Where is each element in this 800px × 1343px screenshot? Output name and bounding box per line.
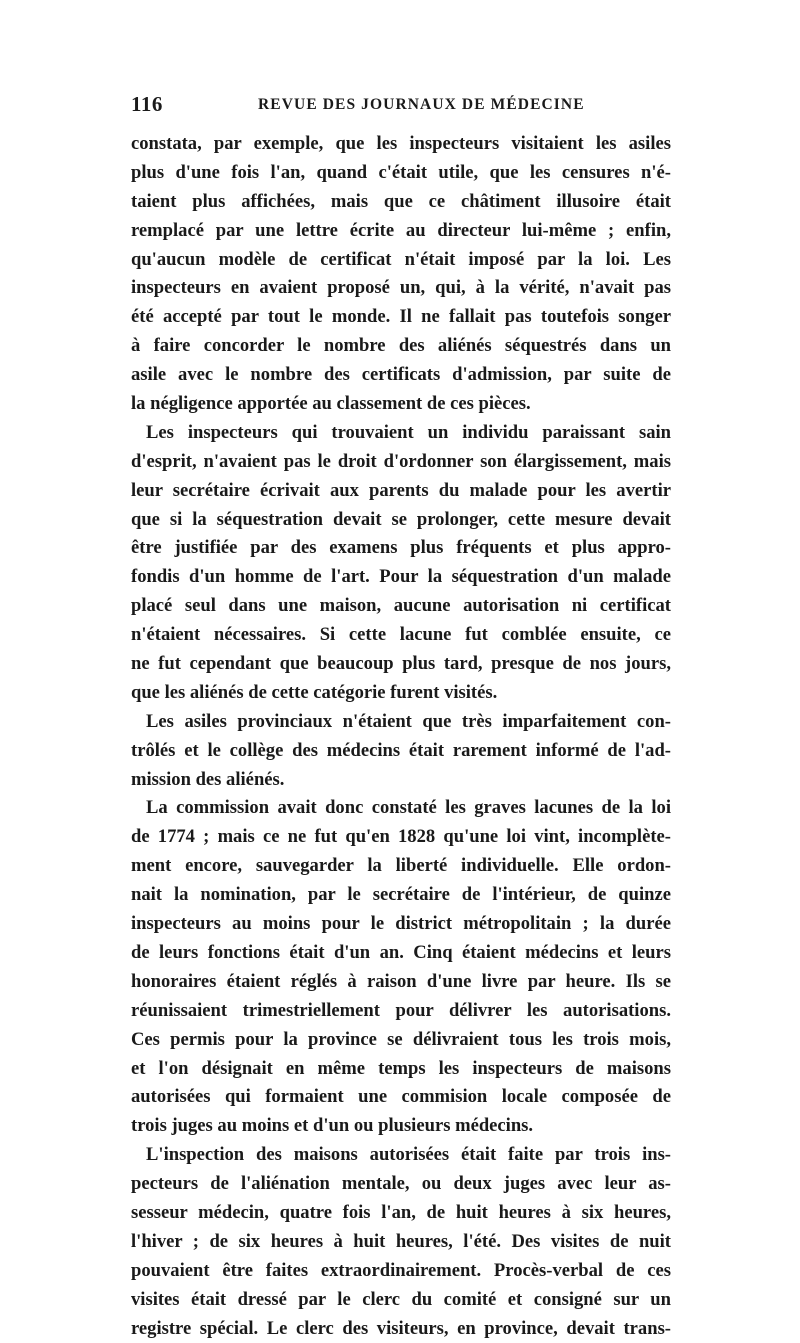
text-line: remplacé par une lettre écrite au directeur lui-même ; enfin, xyxy=(131,219,671,241)
text-line: réunissaient trimestriellement pour délivrer les autorisations. xyxy=(131,999,671,1021)
text-line: fondis d'un homme de l'art. Pour la séquestration d'un malade xyxy=(131,566,671,588)
text-line: de leurs fonctions était d'un an. Cinq étaient médecins et leurs xyxy=(131,941,671,963)
text-line: nait la nomination, par le secrétaire de l'intérieur, de quinze xyxy=(131,884,671,906)
text-line: asile avec le nombre des certificats d'admission, par suite de xyxy=(131,364,671,386)
text-line: être justifiée par des examens plus fréquents et plus appro- xyxy=(131,537,671,559)
text-line: ne fut cependant que beaucoup plus tard, presque de nos jours, xyxy=(131,653,671,675)
text-line: honoraires étaient réglés à raison d'une livre par heure. Ils se xyxy=(131,970,671,992)
text-line: trois juges au moins et d'un ou plusieurs médecins. xyxy=(131,1115,534,1137)
text-line: sesseur médecin, quatre fois l'an, de huit heures à six heures, xyxy=(131,1201,671,1223)
text-line: que les aliénés de cette catégorie furent visités. xyxy=(131,681,498,703)
text-line: visites était dressé par le clerc du comité et consigné sur un xyxy=(131,1288,671,1310)
text-line: Ces permis pour la province se délivraient tous les trois mois, xyxy=(131,1028,671,1050)
text-line: leur secrétaire écrivait aux parents du malade pour les avertir xyxy=(131,479,671,501)
text-line: à faire concorder le nombre des aliénés séquestrés dans un xyxy=(131,335,671,357)
text-line: n'étaient nécessaires. Si cette lacune fut comblée ensuite, ce xyxy=(131,624,671,646)
text-line: trôlés et le collège des médecins était rarement informé de l'ad- xyxy=(131,739,671,761)
journal-title: REVUE DES JOURNAUX DE MÉDECINE xyxy=(258,96,585,113)
page-number: 116 xyxy=(131,92,163,116)
text-line: La commission avait donc constaté les graves lacunes de la loi xyxy=(146,797,671,819)
body-text xyxy=(131,130,671,1343)
text-line: Les inspecteurs qui trouvaient un individu paraissant sain xyxy=(146,421,671,443)
text-line: constata, par exemple, que les inspecteurs visitaient les asiles xyxy=(131,133,671,154)
text-line: Les asiles provinciaux n'étaient que très imparfaitement con- xyxy=(146,710,671,732)
text-line: d'esprit, n'avaient pas le droit d'ordonner son élargissement, mais xyxy=(131,450,671,472)
text-line: taient plus affichées, mais que ce châtiment illusoire était xyxy=(131,190,671,212)
text-line: ment encore, sauvegarder la liberté individuelle. Elle ordon- xyxy=(131,855,671,877)
text-line: pecteurs de l'aliénation mentale, ou deux juges avec leur as- xyxy=(131,1173,671,1195)
text-line: et l'on désignait en même temps les inspecteurs de maisons xyxy=(131,1057,671,1079)
text-line: l'hiver ; de six heures à huit heures, l'été. Des visites de nuit xyxy=(131,1230,671,1252)
text-line: L'inspection des maisons autorisées était faite par trois ins- xyxy=(146,1144,671,1166)
text-line: pouvaient être faites extraordinairement. Procès-verbal de ces xyxy=(131,1259,671,1281)
text-line: la négligence apportée au classement de ces pièces. xyxy=(131,393,531,415)
running-header xyxy=(131,92,671,122)
text-line: de 1774 ; mais ce ne fut qu'en 1828 qu'une loi vint, incomplète- xyxy=(131,826,671,848)
text-line: registre spécial. Le clerc des visiteurs, en province, devait trans- xyxy=(131,1317,671,1339)
text-line: autorisées qui formaient une commision locale composée de xyxy=(131,1086,671,1108)
text-line: plus d'une fois l'an, quand c'était utile, que les censures n'é- xyxy=(131,161,671,183)
text-line: été accepté par tout le monde. Il ne fallait pas toutefois songer xyxy=(131,306,671,328)
text-line: inspecteurs en avaient proposé un, qui, à la vérité, n'avait pas xyxy=(131,277,671,299)
text-line: placé seul dans une maison, aucune autorisation ni certificat xyxy=(131,595,671,617)
text-line: inspecteurs au moins pour le district métropolitain ; la durée xyxy=(131,913,671,935)
text-line: qu'aucun modèle de certificat n'était imposé par la loi. Les xyxy=(131,248,671,270)
text-line: mission des aliénés. xyxy=(131,768,285,790)
text-line: que si la séquestration devait se prolonger, cette mesure devait xyxy=(131,508,671,530)
